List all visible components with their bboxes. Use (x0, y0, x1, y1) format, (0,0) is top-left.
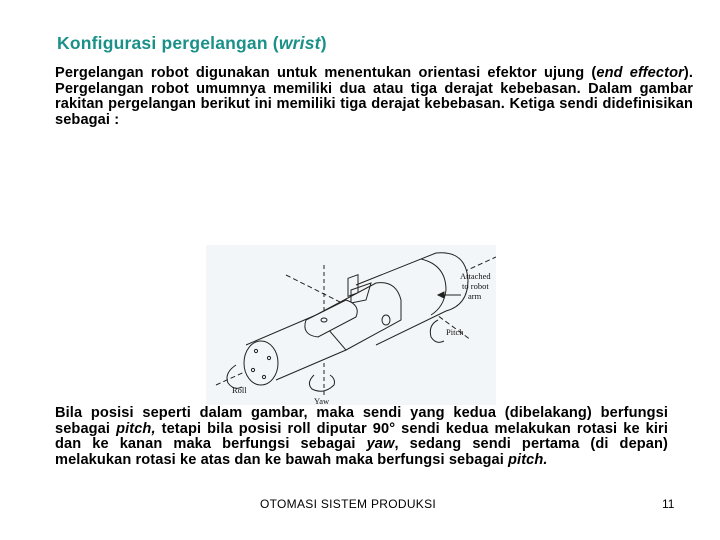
footer-text: OTOMASI SISTEM PRODUKSI (260, 497, 437, 511)
label-roll: Roll (232, 385, 247, 395)
title-text: Konfigurasi pergelangan ( (57, 33, 279, 53)
label-yaw: Yaw (314, 396, 330, 405)
explanation-paragraph (55, 406, 668, 468)
explanation-italic-pitch-2: pitch. (508, 451, 548, 468)
explanation-italic-yaw: yaw (366, 436, 395, 453)
explanation-text-2: tetapi bila posisi roll diputar 90° sendi kedua melakukan rotasi ke kiri dan ke kanan maka berfungsi sebagai (55, 420, 668, 453)
label-arm: arm (468, 291, 482, 301)
label-attached: Attached (460, 271, 491, 281)
title-italic-text: wrist (278, 33, 321, 53)
wrist-assembly-figure (206, 245, 496, 405)
wrist-diagram-icon (206, 245, 496, 405)
explanation-text-1: Bila posisi seperti dalam gambar, maka sendi yang kedua (dibelakang) berfungsi sebagai (55, 405, 668, 437)
explanation-italic-pitch: pitch, (116, 420, 156, 437)
intro-paragraph (55, 66, 693, 128)
label-to-robot: to robot (462, 281, 489, 291)
explanation-text-3: , sedang sendi pertama (di depan) melakukan rotasi ke atas dan ke bawah maka berfungsi sebagai (55, 436, 668, 468)
intro-text-1: Pergelangan robot digunakan untuk menentukan orientasi efektor ujung ( (55, 65, 597, 81)
intro-text-2: ). Pergelangan robot umumnya memiliki dua atau tiga derajat kebebasan. Dalam gambar rakitan pergelangan berikut ini memiliki tiga derajat kebebasan. Ketiga sendi didefinisikan sebagai : (55, 65, 693, 128)
page-number: 11 (662, 497, 675, 511)
intro-italic-term: end effector (596, 65, 684, 81)
label-pitch: Pitch (446, 327, 464, 337)
title-end-text: ) (320, 33, 327, 53)
slide-title (57, 33, 327, 54)
